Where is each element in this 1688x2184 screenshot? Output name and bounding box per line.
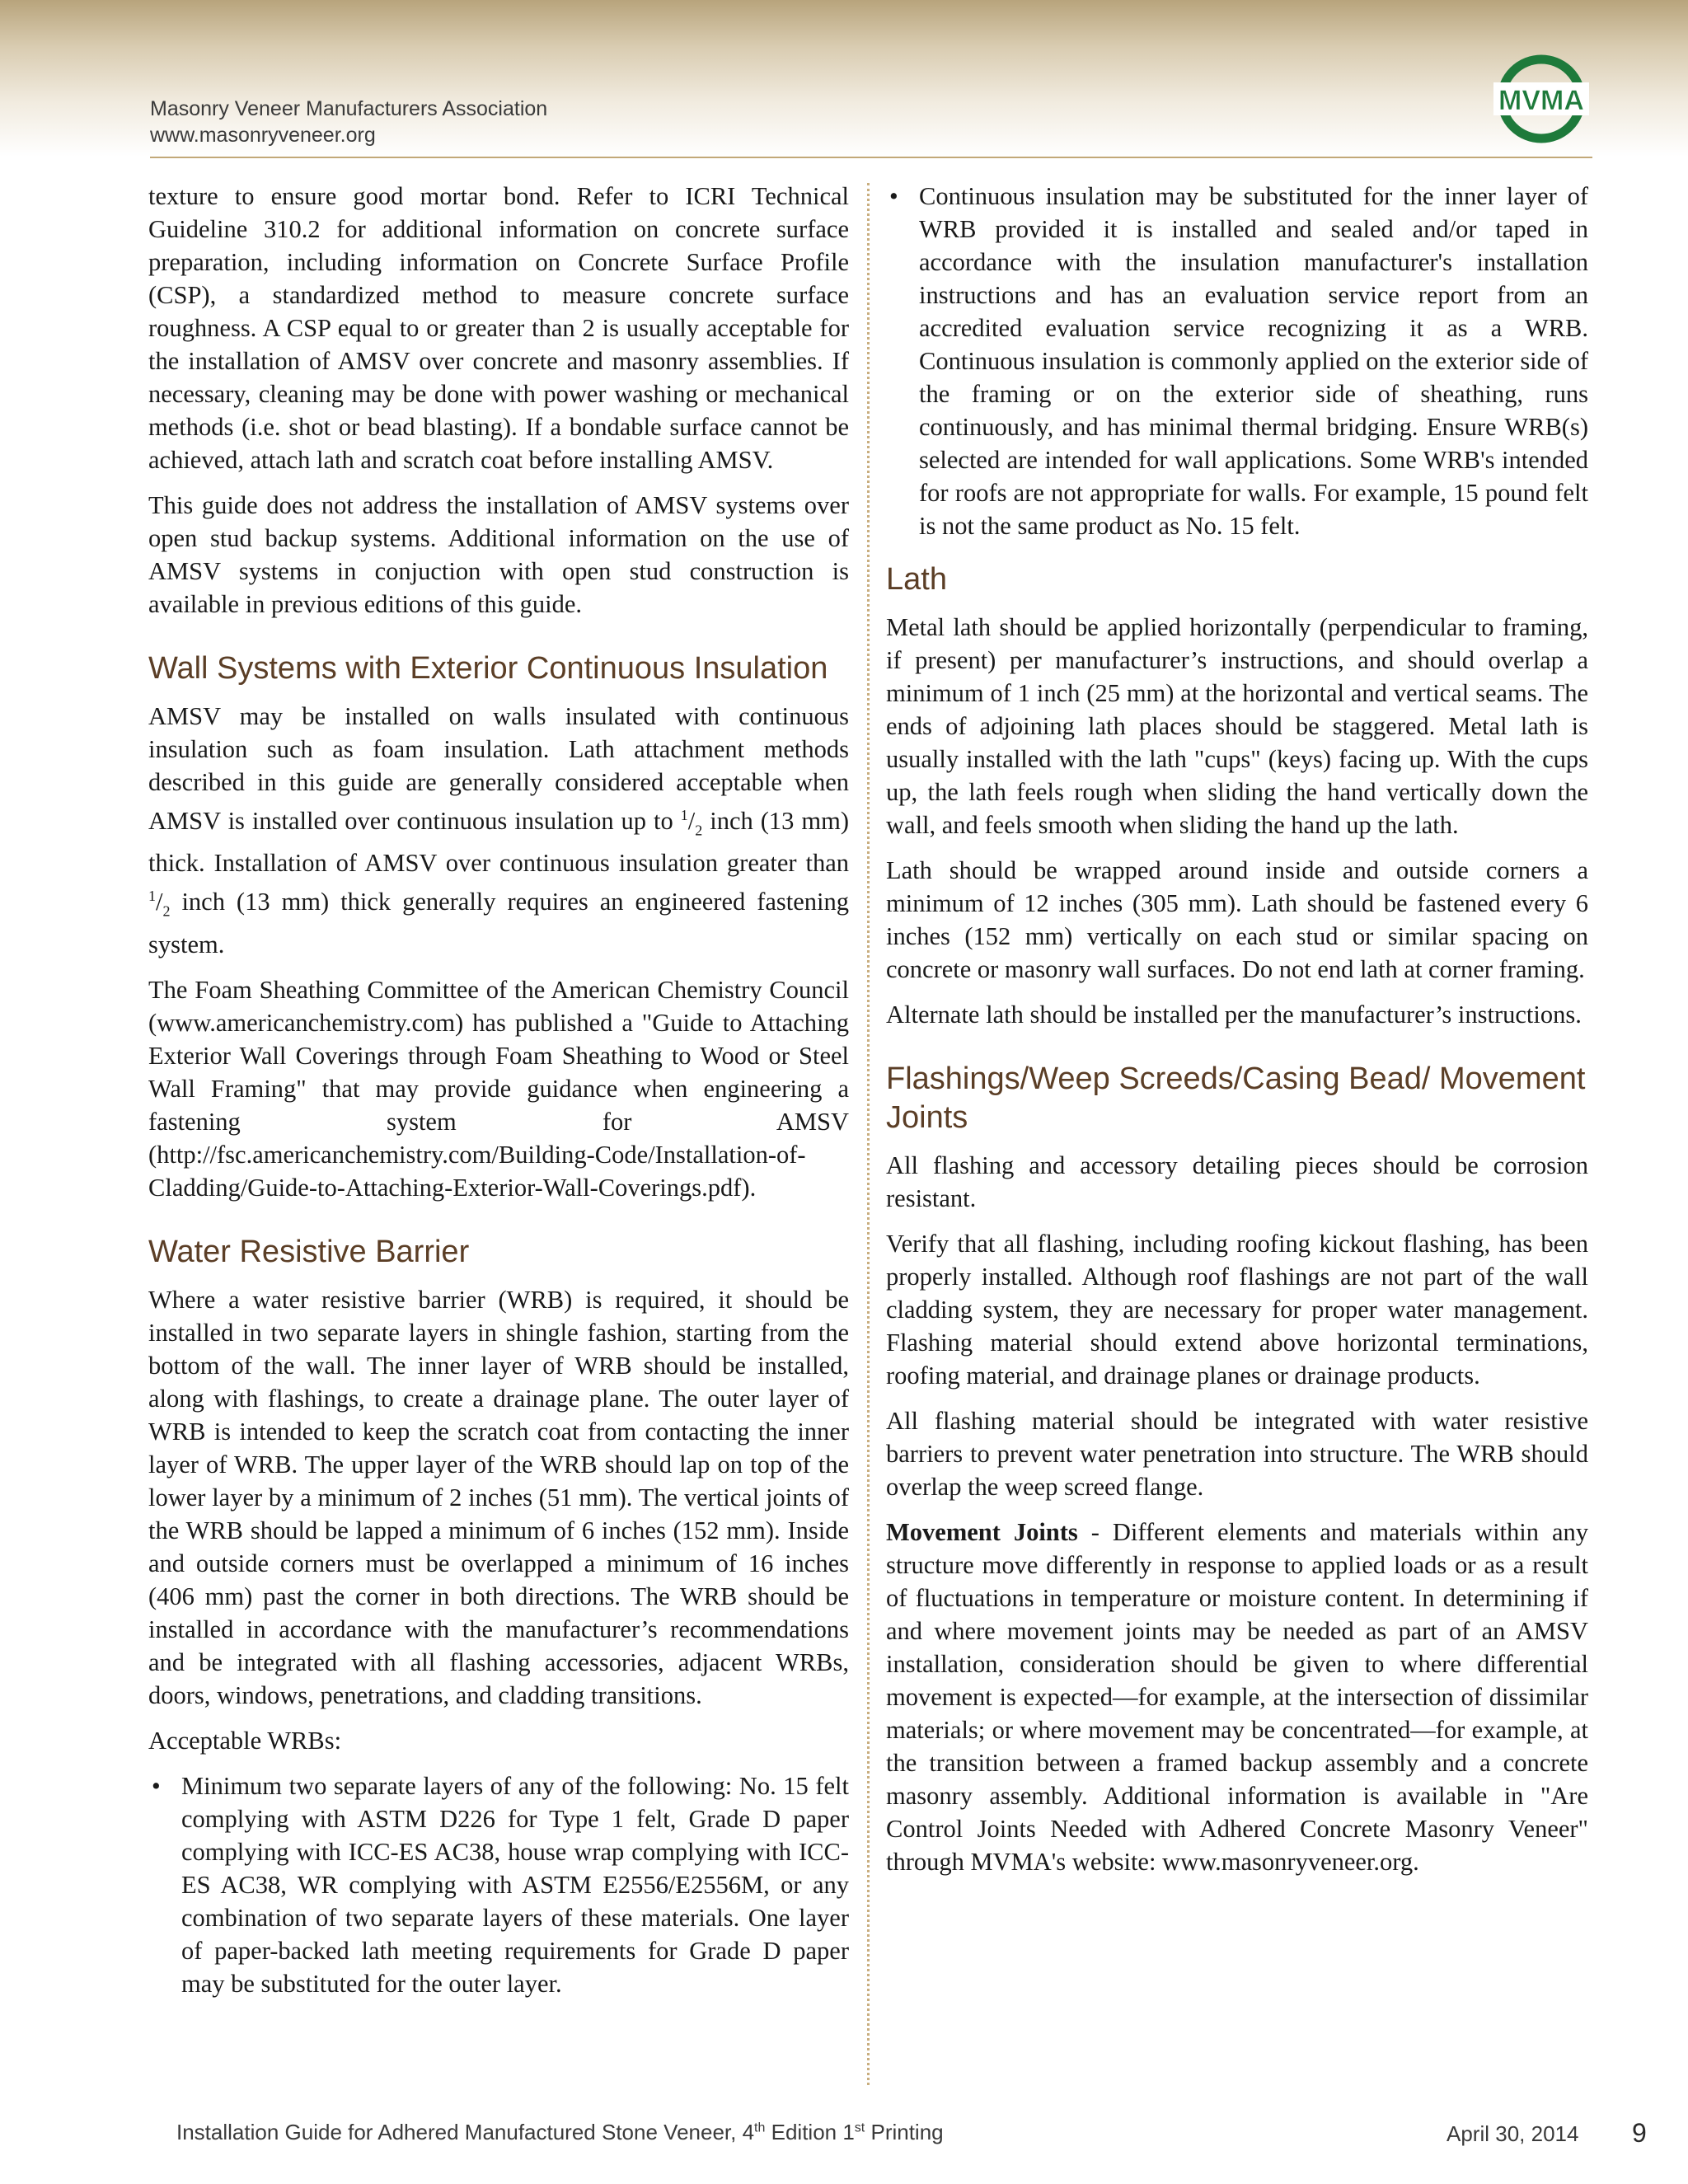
paragraph-verify-flashing: Verify that all flashing, including roofing kickout flashing, has been properly installed. Although roof flashings are not part of the wall cladding system, they are necessary for proper water management. Flashing material should extend above horizontal terminations, roofing material, and drainage planes or drainage products. xyxy=(886,1230,1588,1390)
header-org-block xyxy=(150,96,547,148)
paragraph-corrosion: All flashing and accessory detailing pieces should be corrosion resistant. xyxy=(886,1151,1588,1212)
fraction-denominator: 2 xyxy=(695,822,703,839)
header-rule xyxy=(150,157,1592,158)
paragraph-surface-prep: texture to ensure good mortar bond. Refer to ICRI Technical Guideline 310.2 for additional information on concrete surface preparation, including information on Concrete Surface Profile (CSP), a standardized method to measure concrete surface roughness. A CSP equal to or greater than 2 is usually acceptable for the installation of AMSV over concrete and masonry assemblies. If necessary, cleaning may be done with power washing or mechanical methods (i.e. shot or bead blasting). If a bondable surface cannot be achieved, attach lath and scratch coat before installing AMSV. xyxy=(148,182,849,474)
paragraph-lath-corners: Lath should be wrapped around inside and outside corners a minimum of 12 inches (305 mm). Lath should be fastened every 6 inches (152 mm) vertically on each stud or similar spacing on concrete or masonry wall surfaces. Do not end lath at corner framing. xyxy=(886,856,1588,983)
org-name: Masonry Veneer Manufacturers Association xyxy=(150,97,548,120)
paragraph-open-stud: This guide does not address the installation of AMSV systems over open stud backup systems. Additional information on the use of AMSV systems in conjuction with open stud construction is available in previous editions of this guide. xyxy=(148,491,849,618)
movement-joints-label: Movement Joints xyxy=(886,1518,1078,1546)
paragraph-metal-lath: Metal lath should be applied horizontally (perpendicular to framing, if present) per manufacturer’s instructions, and should overlap a minimum of 1 inch (25 mm) at the horizontal and vertical seams. The ends of adjoining lath places should be staggered. Metal lath is usually installed with the lath "cups" (keys) facing up. With the cups up, the lath feels rough when sliding the hand vertically down the wall, and feels smooth when sliding the hand up the lath. xyxy=(886,613,1588,839)
wrb-list xyxy=(148,1769,849,2000)
fraction-numerator: 1 xyxy=(680,807,688,823)
column-divider xyxy=(867,183,870,2085)
paragraph-continuous-insulation: AMSV may be installed on walls insulated with continuous insulation such as foam insulation. Lath attachment methods described in this guide are generally considered acceptable when AMSV is installed over continuous insulation up to $^1/_2$ inch (13 mm) thick. Installation of AMSV over continuous insulation greater than $^1/_2$ inch (13 mm) thick generally requires an engineered fastening system. xyxy=(148,702,849,958)
logo-text: MVMA xyxy=(1498,85,1584,116)
mvma-logo xyxy=(1493,51,1589,147)
left-column xyxy=(148,180,849,2013)
list-item: • Continuous insulation may be substituted for the inner layer of WRB provided it is installed and sealed and/or taped in accordance with the insulation manufacturer's installation instructions and has an evaluation service report from an accredited evaluation service recognizing it as a WRB. Continuous insulation is commonly applied on the exterior side of the framing or on the exterior side of sheathing, runs continuously, and has minimal thermal bridging. Ensure WRB(s) selected are intended for wall applications. Some WRB's intended for roofs are not appropriate for walls. For example, 15 pound felt is not the same product as No. 15 felt. xyxy=(886,180,1588,542)
org-website: www.masonryveneer.org xyxy=(150,124,376,147)
heading-lath: Lath xyxy=(886,562,947,597)
heading-water-resistive-barrier: Water Resistive Barrier xyxy=(148,1234,470,1269)
paragraph-movement-joints: Movement Joints - Different elements and materials within any structure move differently in response to applied loads or as a result of fluctuations in temperature or moisture content. In determining if and where movement joints may be needed as part of an AMSV installation, consideration should be given to where differential movement is expected—for example, at the intersection of dissimilar materials; or where movement may be concentrated—for example, at the transition between a framed backup assembly and a concrete masonry assembly. Additional information is available in "Are Control Joints Needed with Adhered Concrete Masonry Veneer" through MVMA's website: www.masonryveneer.org. xyxy=(886,1518,1588,1876)
right-column xyxy=(886,180,1588,1891)
paragraph-wrb: Where a water resistive barrier (WRB) is required, it should be installed in two separate layers in shingle fashion, starting from the bottom of the wall. The inner layer of WRB should be installed, along with flashings, to create a drainage plane. The outer layer of WRB is intended to keep the scratch coat from contacting the inner layer of WRB. The upper layer of the WRB should lap on top of the lower layer by a minimum of 2 inches (51 mm). The vertical joints of the WRB should be lapped a minimum of 6 inches (152 mm). Inside and outside corners must be overlapped a minimum of 16 inches (406 mm) past the corner in both directions. The WRB should be installed in accordance with the manufacturer’s recommendations and be integrated with all flashing accessories, adjacent WRBs, doors, windows, penetrations, and cladding transitions. xyxy=(148,1285,849,1709)
heading-wall-systems: Wall Systems with Exterior Continuous Insulation xyxy=(148,651,828,686)
paragraph-acceptable-wrbs: Acceptable WRBs: xyxy=(148,1726,342,1755)
list-item: • Minimum two separate layers of any of the following: No. 15 felt complying with ASTM D226 for Type 1 felt, Grade D paper complying with ICC-ES AC38, house wrap complying with ICC-ES AC38, WR complying with ASTM E2556/E2556M, or any combination of two separate layers of these materials. One layer of paper-backed lath meeting requirements for Grade D paper may be substituted for the outer layer. xyxy=(148,1769,849,2000)
footer-date: April 30, 2014 xyxy=(1447,2121,1579,2146)
page-number: 9 xyxy=(1632,2118,1647,2148)
heading-flashings: Flashings/Weep Screeds/Casing Bead/ Movement Joints xyxy=(886,1062,1586,1135)
footer-title: Installation Guide for Adhered Manufactured Stone Veneer, 4th Edition 1st Printing xyxy=(176,2120,944,2144)
wrb-list-continued xyxy=(886,180,1588,542)
paragraph-foam-sheathing: The Foam Sheathing Committee of the American Chemistry Council (www.americanchemistry.com) has published a "Guide to Attaching Exterior Wall Coverings through Foam Sheathing to Wood or Steel Wall Framing" that may provide guidance when engineering a fastening system for AMSV (http://fsc.americanchemistry.com/Building-Code/Installation-of-Cladding/Guide-to-Attaching-Exterior-Wall-Coverings.pdf). xyxy=(148,975,849,1202)
paragraph-alternate-lath: Alternate lath should be installed per the manufacturer’s instructions. xyxy=(886,1001,1582,1029)
paragraph-integrate-flashing: All flashing material should be integrated with water resistive barriers to prevent water penetration into structure. The WRB should overlap the weep screed flange. xyxy=(886,1407,1588,1501)
